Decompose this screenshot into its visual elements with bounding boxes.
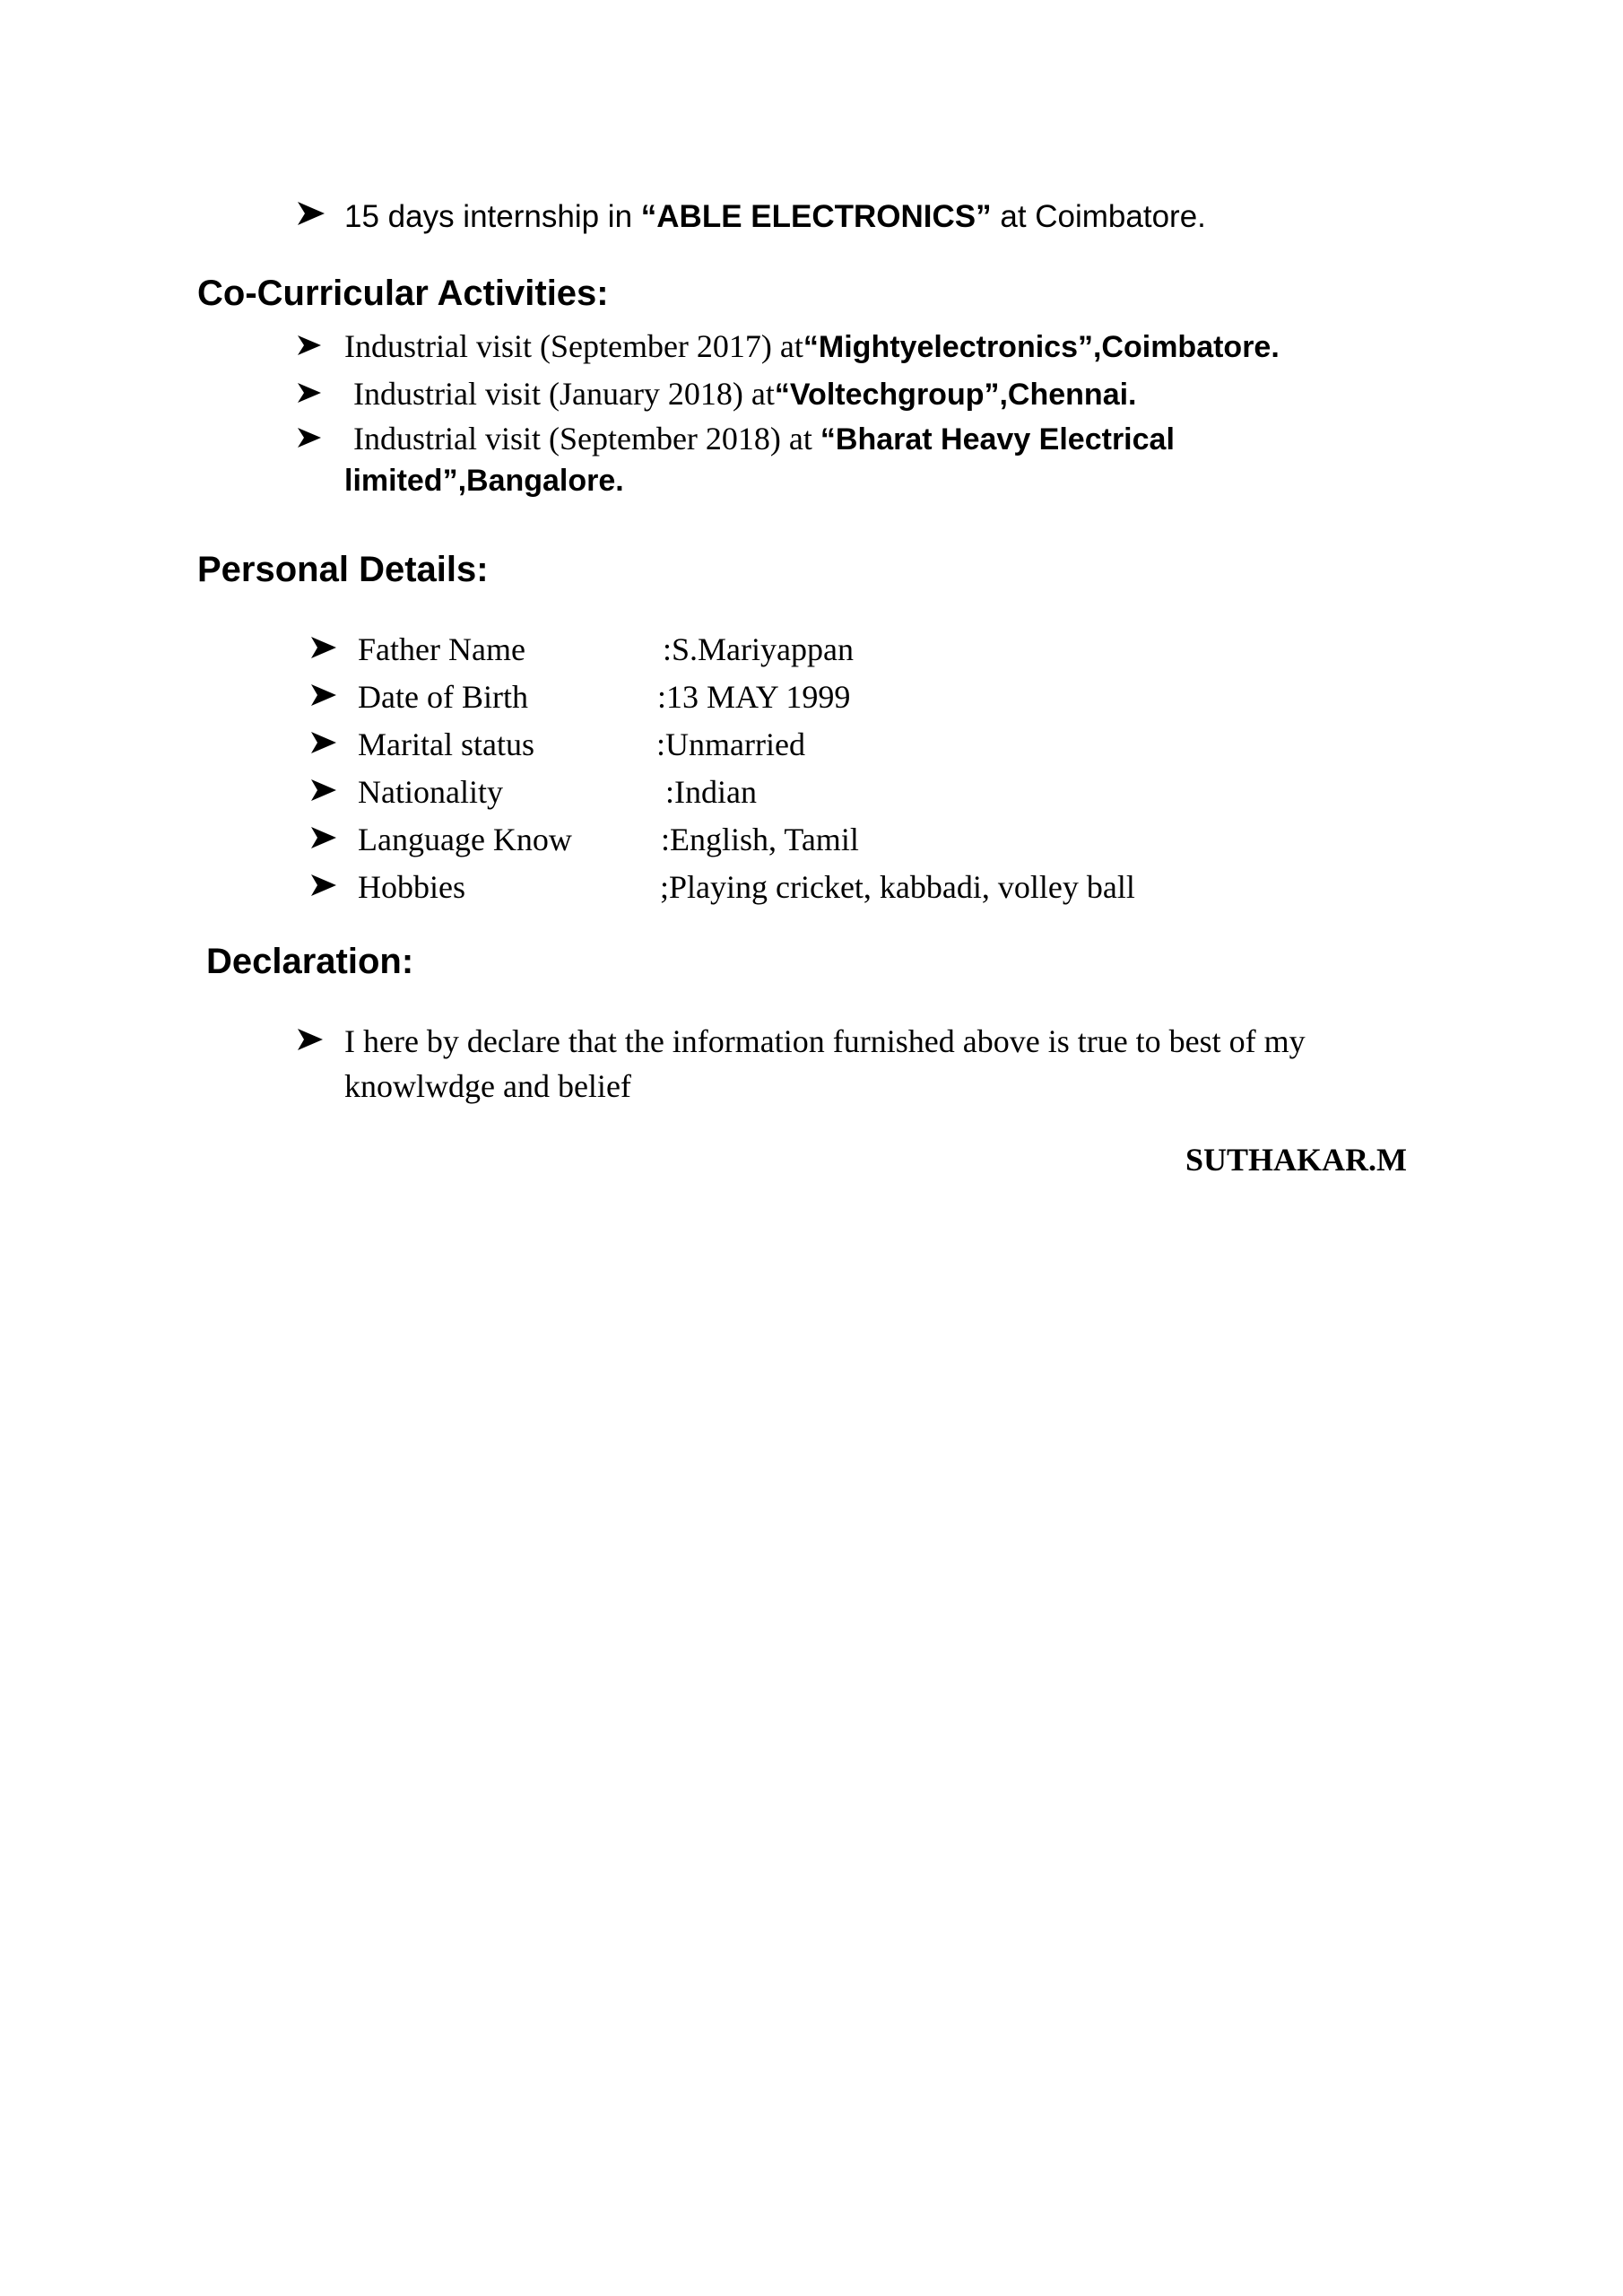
detail-label: Hobbies: [358, 869, 465, 905]
personal-detail-row: [309, 773, 757, 811]
arrow-bullet-icon: [296, 426, 353, 449]
detail-label: Nationality: [358, 774, 503, 810]
arrow-bullet-icon: [309, 825, 358, 850]
declaration-heading: Declaration:: [206, 942, 414, 981]
arrow-bullet-icon: [296, 1027, 344, 1052]
arrow-bullet-icon: [309, 635, 358, 660]
internship-text: 15 days internship in “ABLE ELECTRONICS” at Coimbatore.: [344, 199, 1206, 234]
detail-value: :S.Mariyappan: [663, 631, 854, 667]
signature-name: SUTHAKAR.M: [1185, 1142, 1408, 1178]
co-curricular-heading: Co-Curricular Activities:: [197, 274, 609, 313]
detail-value: :English, Tamil: [661, 822, 859, 857]
arrow-bullet-icon: [309, 873, 358, 898]
arrow-bullet-icon: [296, 334, 344, 357]
detail-value: ;Playing cricket, kabbadi, volley ball: [660, 869, 1135, 905]
personal-detail-row: [309, 631, 854, 668]
detail-value: :Indian: [665, 774, 757, 810]
declaration-line-continuation: knowlwdge and belief: [344, 1068, 631, 1104]
detail-value: :13 MAY 1999: [657, 679, 851, 715]
co-curricular-item: Industrial visit (September 2018) at “Bharat Heavy Electrical: [296, 420, 1175, 457]
arrow-bullet-icon: [309, 683, 358, 708]
personal-detail-row: [309, 678, 850, 716]
arrow-bullet-icon: [309, 778, 358, 803]
detail-label: Language Know: [358, 822, 572, 857]
detail-label: Father Name: [358, 631, 525, 667]
detail-value: :Unmarried: [656, 726, 805, 762]
declaration-line: I here by declare that the information furnished above is true to best of my: [344, 1023, 1306, 1059]
detail-label: Date of Birth: [358, 679, 528, 715]
declaration-item: [296, 1022, 1306, 1060]
co-curricular-item-continuation: limited”,Bangalore.: [344, 464, 624, 498]
personal-detail-row: [309, 821, 859, 858]
co-curricular-item: Industrial visit (January 2018) at“Voltechgroup”,Chennai.: [296, 375, 1137, 413]
arrow-bullet-icon: [309, 730, 358, 755]
co-curricular-item: Industrial visit (September 2017) at“Mightyelectronics”,Coimbatore.: [296, 327, 1280, 365]
detail-label: Marital status: [358, 726, 534, 762]
arrow-bullet-icon: [296, 381, 353, 404]
internship-item: [296, 199, 1206, 235]
personal-detail-row: [309, 726, 805, 763]
personal-detail-row: [309, 868, 1135, 906]
personal-details-heading: Personal Details:: [197, 550, 489, 589]
arrow-bullet-icon: [296, 200, 344, 227]
